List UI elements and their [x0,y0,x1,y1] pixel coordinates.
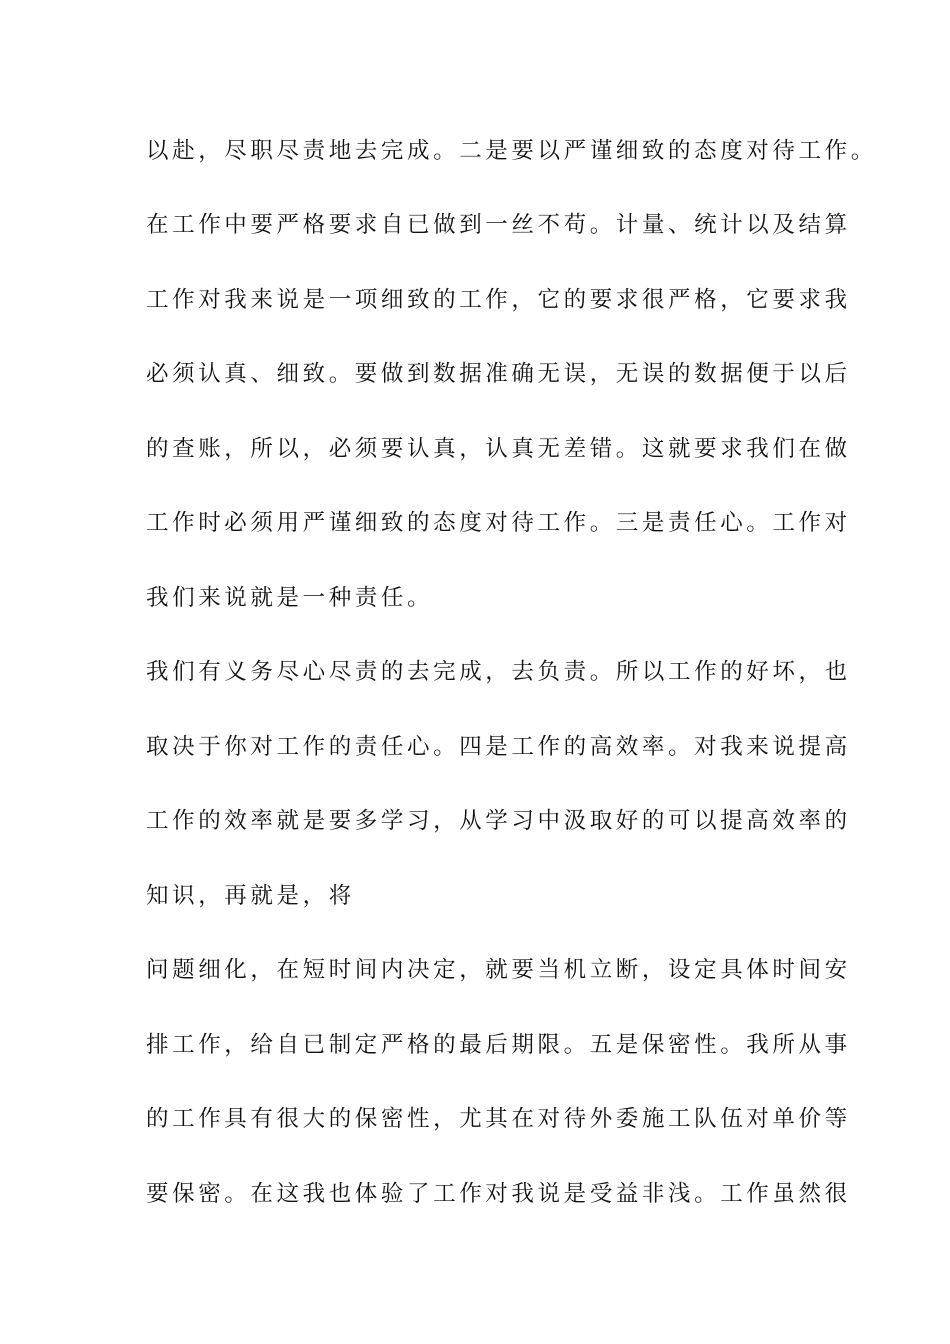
text-line: 问题细化，在短时间内决定，就要当机立断，设定具体时间安 [146,957,851,983]
text-line: 要保密。在这我也体验了工作对我说是受益非浅。工作虽然很 [146,1181,851,1207]
text-line: 以赴，尽职尽责地去完成。二是要以严谨细致的态度对待工作。 [146,138,877,164]
text-line: 工作对我来说是一项细致的工作，它的要求很严格，它要求我 [146,287,851,313]
text-line: 我们来说就是一种责任。 [146,585,434,611]
text-line: 取决于你对工作的责任心。四是工作的高效率。对我来说提高 [146,734,851,760]
text-line: 工作的效率就是要多学习，从学习中汲取好的可以提高效率的 [146,808,851,834]
text-line: 排工作，给自已制定严格的最后期限。五是保密性。我所从事 [146,1032,851,1058]
text-line: 必须认真、细致。要做到数据准确无误，无误的数据便于以后 [146,361,851,387]
text-line: 知识，再就是，将 [146,883,355,909]
text-line: 的工作具有很大的保密性，尤其在对待外委施工队伍对单价等 [146,1106,851,1132]
text-line: 的查账，所以，必须要认真，认真无差错。这就要求我们在做 [146,436,851,462]
text-line: 工作时必须用严谨细致的态度对待工作。三是责任心。工作对 [146,510,851,536]
text-line: 在工作中要严格要求自已做到一丝不苟。计量、统计以及结算 [146,212,851,238]
text-line: 我们有义务尽心尽责的去完成，去负责。所以工作的好坏，也 [146,659,851,685]
